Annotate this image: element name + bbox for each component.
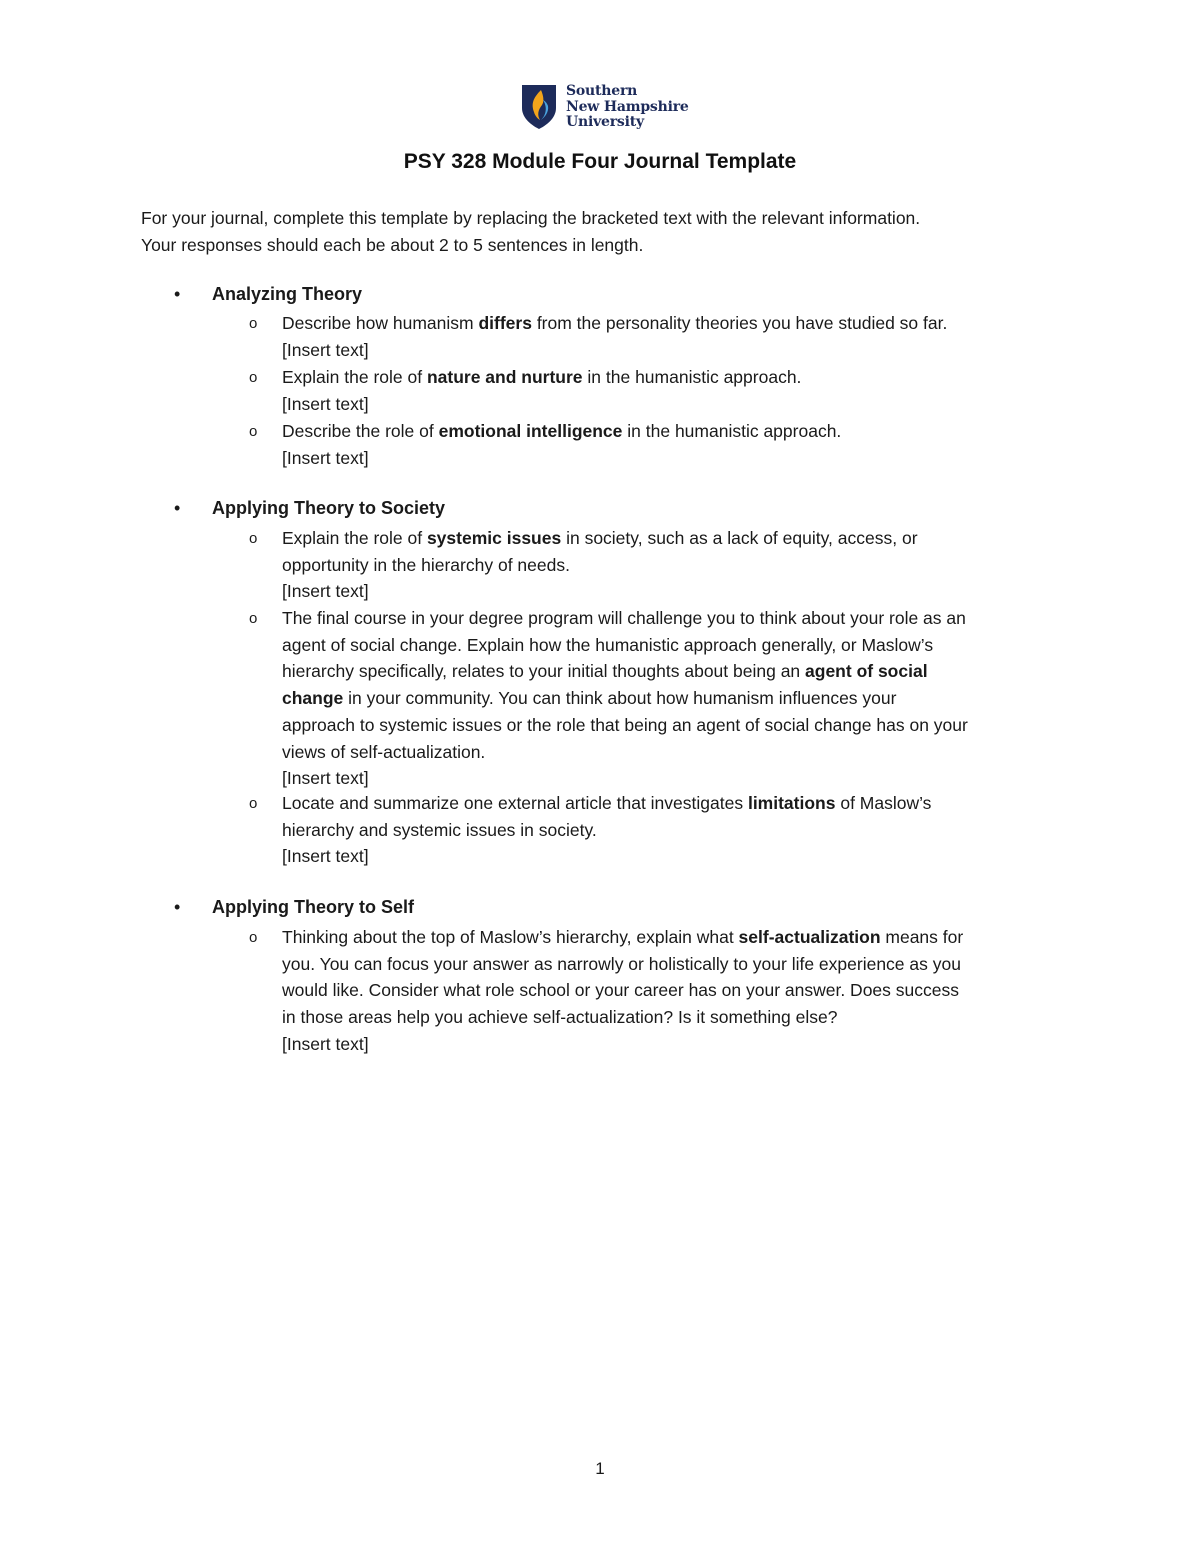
item-text: approach to systemic issues or the role that being an agent of social change has on your [282, 714, 968, 735]
item-keyword: self-actualization [738, 927, 881, 947]
item-text: would like. Consider what role school or your career has on your answer. Does success [282, 980, 959, 1001]
item-keyword: systemic issues [426, 528, 562, 548]
item-text: in the humanistic approach. [622, 421, 842, 441]
item-keyword: agent of social [805, 661, 928, 682]
item-text: means for [880, 927, 964, 947]
item-text: Describe the role of [282, 421, 439, 441]
item-marker: o [249, 795, 258, 812]
item-body [282, 924, 1072, 1058]
snhu-logo [521, 84, 689, 131]
item-keyword: differs [478, 313, 532, 333]
item-text: The final course in your degree program will challenge you to think about your role as an [282, 608, 966, 628]
logo-line-2: New Hampshire [566, 98, 689, 115]
bullet-icon: • [174, 897, 181, 917]
item-text: Locate and summarize one external article that investigates [282, 793, 748, 813]
item-body [282, 605, 1072, 792]
bullet-icon: • [174, 498, 181, 518]
intro-paragraph [141, 205, 1081, 259]
item-text: in society, such as a lack of equity, access, or [561, 528, 918, 548]
insert-text-placeholder[interactable]: [Insert text] [282, 1033, 369, 1054]
item-text: Thinking about the top of Maslow’s hierarchy, explain what [282, 927, 739, 947]
item-text: of Maslow’s [835, 793, 932, 813]
item-body [282, 418, 1072, 471]
section-heading: Analyzing Theory [212, 284, 363, 304]
item-body [282, 525, 1072, 605]
page-title: PSY 328 Module Four Journal Template [403, 150, 797, 173]
item-body [282, 790, 1072, 870]
item-text: Explain the role of [282, 528, 427, 548]
logo-line-3: University [566, 114, 644, 130]
item-marker: o [249, 530, 258, 547]
item-body [282, 310, 1072, 363]
item-text: hierarchy and systemic issues in society. [282, 819, 597, 840]
item-text: you. You can focus your answer as narrowly or holistically to your life experience as you [282, 953, 961, 974]
item-body [282, 364, 1072, 417]
item-keyword: nature and nurture [426, 367, 583, 387]
item-marker: o [249, 369, 258, 386]
item-marker: o [249, 929, 258, 946]
item-marker: o [249, 315, 258, 332]
item-marker: o [249, 610, 258, 627]
item-text: Explain the role of [282, 367, 427, 387]
logo-line-1: Southern [566, 83, 638, 99]
item-text: in the humanistic approach. [582, 367, 802, 387]
item-text: opportunity in the hierarchy of needs. [282, 554, 570, 575]
item-text: agent of social change. Explain how the humanistic approach generally, or Maslow’s [282, 634, 934, 655]
flame-shield-icon [521, 84, 557, 130]
logo-wordmark [566, 84, 689, 131]
insert-text-placeholder[interactable]: [Insert text] [282, 339, 369, 360]
item-text: in your community. You can think about how humanism influences your [343, 688, 897, 709]
bullet-icon: • [174, 284, 181, 304]
item-keyword: limitations [747, 793, 836, 813]
insert-text-placeholder[interactable]: [Insert text] [282, 581, 369, 602]
item-text: from the personality theories you have studied so far. [531, 313, 948, 333]
insert-text-placeholder[interactable]: [Insert text] [282, 447, 369, 468]
item-keyword: change [282, 688, 344, 709]
insert-text-placeholder[interactable]: [Insert text] [282, 393, 369, 414]
intro-line-2: Your responses should each be about 2 to 5 sentences in length. [141, 235, 644, 255]
section-heading: Applying Theory to Self [212, 897, 415, 917]
page-number: 1 [595, 1459, 605, 1478]
intro-line-1: For your journal, complete this template by replacing the bracketed text with the relevant information. [141, 208, 921, 228]
insert-text-placeholder[interactable]: [Insert text] [282, 846, 369, 867]
section-heading: Applying Theory to Society [212, 498, 446, 518]
item-text: in those areas help you achieve self-actualization? Is it something else? [282, 1007, 838, 1028]
item-text: hierarchy specifically, relates to your initial thoughts about being an [282, 661, 806, 682]
item-text: views of self-actualization. [282, 741, 486, 762]
insert-text-placeholder[interactable]: [Insert text] [282, 768, 369, 789]
item-marker: o [249, 423, 258, 440]
item-text: Describe how humanism [282, 313, 479, 333]
item-keyword: emotional intelligence [438, 421, 623, 441]
